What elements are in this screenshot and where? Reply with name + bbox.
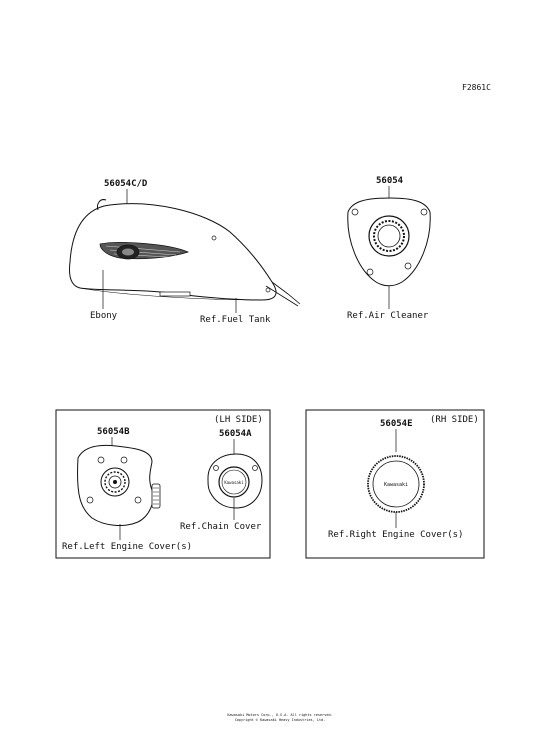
left-cover-ref-label: Ref.Left Engine Cover(s) — [62, 542, 193, 552]
rh-cover-ref-label: Ref.Right Engine Cover(s) — [328, 530, 464, 540]
air-cleaner-emblem[interactable] — [369, 216, 409, 256]
chain-cover-emblem-text: Kawasaki — [224, 480, 244, 485]
lh-side-label: (LH SIDE) — [214, 415, 263, 425]
right-engine-cover-emblem[interactable] — [368, 456, 424, 512]
fuel-tank-group — [69, 179, 300, 325]
air-cleaner-ref-label: Ref.Air Cleaner — [347, 311, 429, 321]
tank-color-label: Ebony — [90, 311, 118, 321]
left-cover-emblem[interactable] — [101, 468, 129, 496]
tank-ref-label: Ref.Fuel Tank — [200, 315, 271, 325]
footer-line-1: Kawasaki Motors Corp., U.S.A. All rights reserved. — [227, 713, 333, 717]
chain-cover-ref-label: Ref.Chain Cover — [180, 522, 262, 532]
footer-line-2: Copyright © Kawasaki Heavy Industries, Ltd. — [234, 718, 326, 722]
tank-part-number[interactable]: 56054C/D — [104, 179, 148, 189]
air-cleaner-part-number[interactable]: 56054 — [376, 176, 404, 186]
figure-code: F2861C — [462, 83, 491, 92]
left-cover-part-number[interactable]: 56054B — [97, 427, 130, 437]
rh-cover-part-number[interactable]: 56054E — [380, 419, 413, 429]
rh-side-panel — [306, 410, 484, 558]
chain-cover-part-number[interactable]: 56054A — [219, 429, 252, 439]
chain-cover-emblem[interactable] — [219, 467, 249, 497]
air-cleaner-group — [347, 176, 430, 321]
rh-side-label: (RH SIDE) — [430, 415, 479, 425]
lh-side-panel — [56, 410, 270, 558]
rh-cover-emblem-text: Kawasaki — [383, 482, 409, 488]
tank-mount-bracket — [160, 292, 190, 296]
